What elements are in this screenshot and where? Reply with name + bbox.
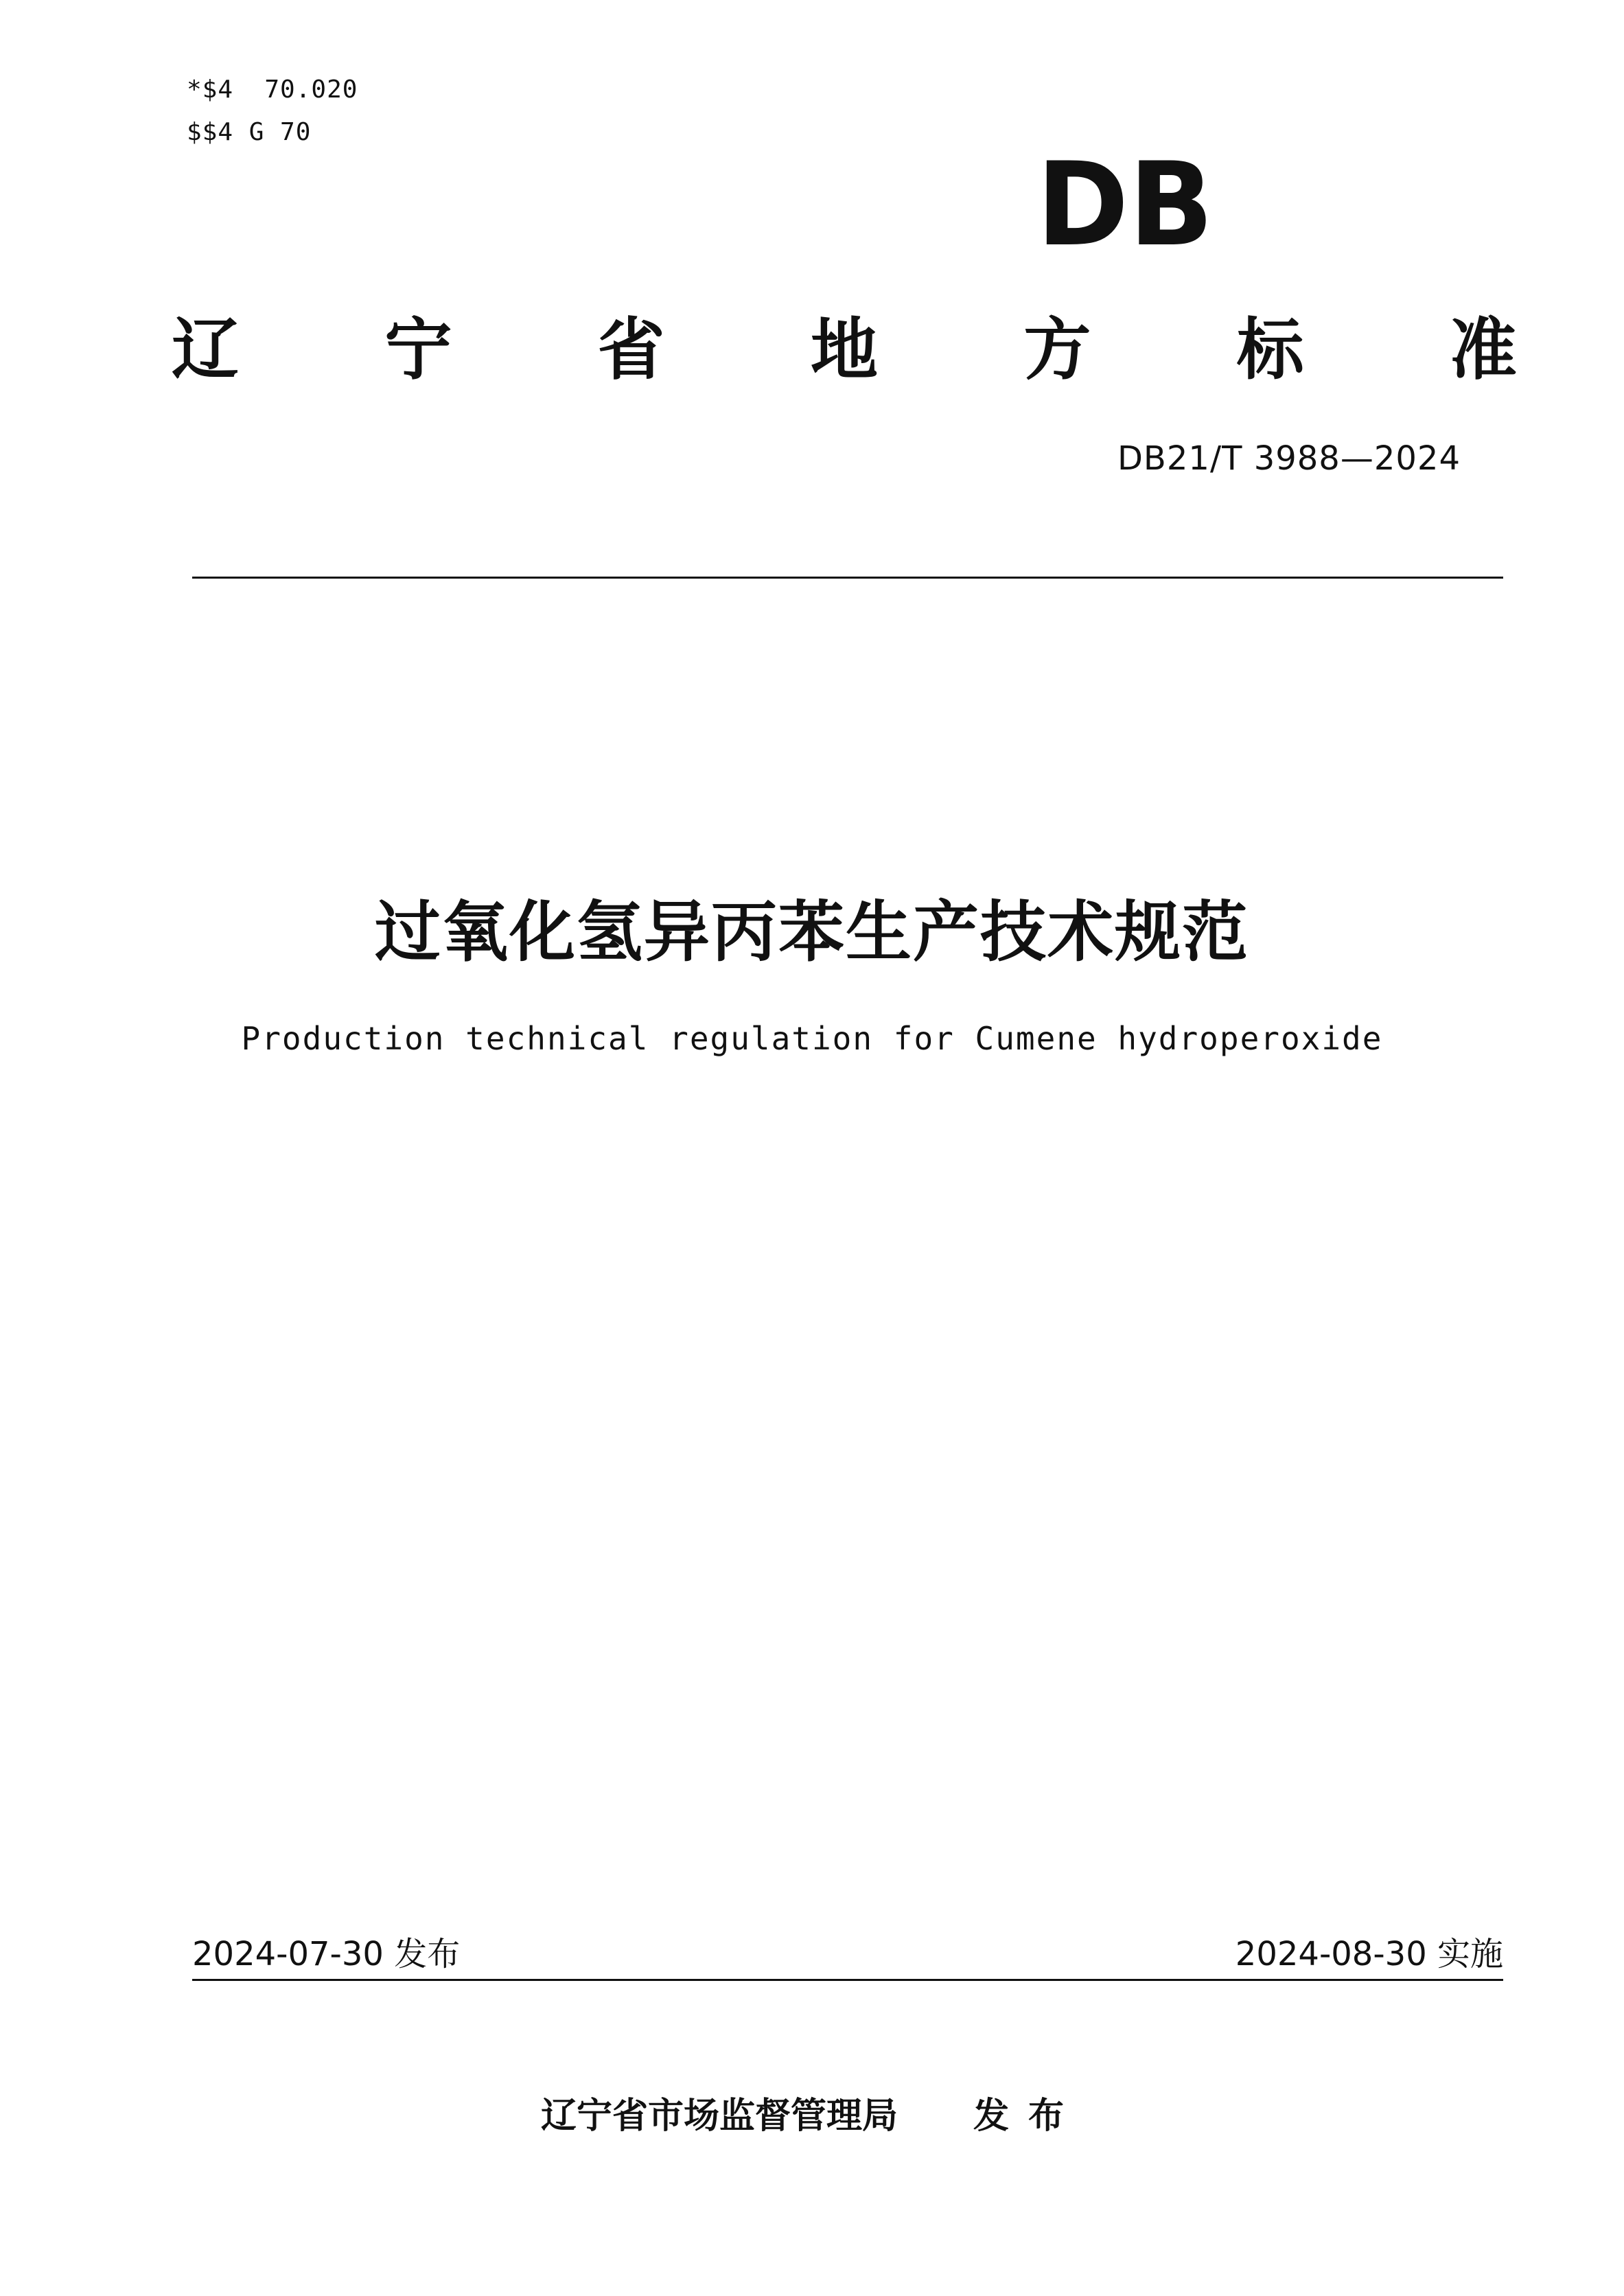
standard-type-char: 辽 — [172, 310, 240, 389]
standard-type-char: 方 — [1023, 310, 1091, 389]
issue-date: 2024-07-30 发布 — [192, 1935, 461, 1973]
standard-type-char: 地 — [810, 310, 878, 389]
ccs-code: $$4 G 70 — [187, 118, 312, 146]
standard-type-char: 宁 — [384, 310, 452, 389]
footer-divider — [192, 1979, 1503, 1981]
standard-type-char: 省 — [597, 310, 665, 389]
implementation-date: 2024-08-30 实施 — [1235, 1935, 1503, 1973]
publisher — [0, 2087, 1624, 2138]
header-divider — [192, 577, 1503, 579]
standard-type-char: 准 — [1449, 310, 1517, 389]
standard-number: DB21/T 3988—2024 — [1117, 439, 1461, 478]
standard-type-char: 标 — [1236, 310, 1304, 389]
publisher-name: 辽宁省市场监督管理局 — [540, 2096, 898, 2137]
db-logo — [1036, 156, 1215, 253]
title-chinese: 过氧化氢异丙苯生产技术规范 — [375, 894, 1249, 971]
ics-code: *$4 70.020 — [187, 76, 358, 104]
standard-type — [172, 309, 1517, 391]
publisher-action: 发布 — [973, 2096, 1084, 2137]
db-logo-text: DB — [1036, 156, 1214, 253]
title-english: Production technical regulation for Cumene hydroperoxide — [241, 1020, 1383, 1057]
